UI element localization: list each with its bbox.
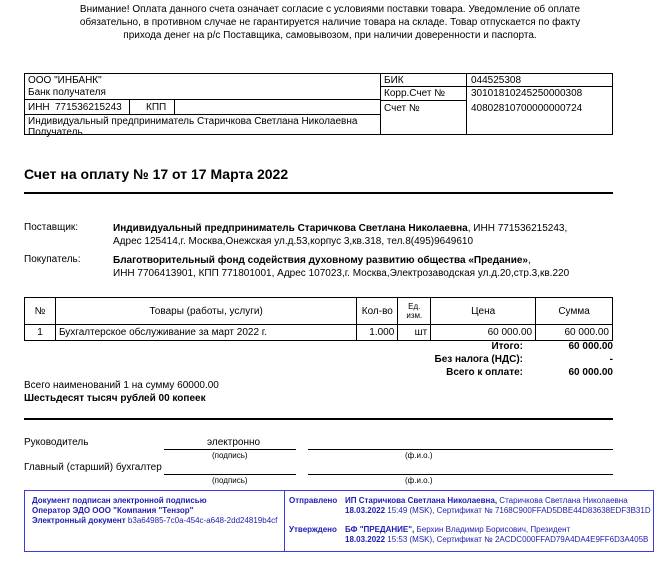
buyer-name: Благотворительный фонд содействия духовному развитию общества «Предание» xyxy=(113,255,528,266)
col-num-header: № xyxy=(25,298,56,325)
col-price-header: Цена xyxy=(431,298,536,325)
accountant-name-line xyxy=(308,474,613,475)
supplier-name: Индивидуальный предприниматель Старичкова Светлана Николаевна xyxy=(113,223,468,234)
buyer-label: Покупатель: xyxy=(24,254,81,265)
table-row xyxy=(25,325,613,341)
approved-details xyxy=(345,525,651,545)
accountant-sign-caption: (подпись) xyxy=(212,476,248,485)
sent-date: 18.03.2022 xyxy=(345,506,386,515)
items-count-line: Всего наименований 1 на сумму 60000.00 xyxy=(24,380,219,391)
account-value: 40802810700000000724 xyxy=(471,103,583,114)
buyer-details xyxy=(113,254,623,280)
vat-value: - xyxy=(609,354,613,365)
doc-id-value: b3a64985-7c0a-454c-a648-2dd24819b4cf xyxy=(127,516,278,525)
total-label: Итого: xyxy=(491,341,523,352)
head-sign-line xyxy=(164,449,296,450)
total-value: 60 000.00 xyxy=(568,341,613,352)
head-sign-caption: (подпись) xyxy=(212,451,248,460)
approved-person: Берхин Владимир Борисович, Президент xyxy=(414,525,571,534)
sent-person: Старичкова Светлана Николаевна xyxy=(497,496,628,505)
inn-value: 771536215243 xyxy=(55,102,122,113)
head-name-line xyxy=(308,449,613,450)
table-header-row xyxy=(25,298,613,325)
doc-id-label: Электронный документ xyxy=(32,516,126,525)
col-qty-header: Кол-во xyxy=(357,298,398,325)
col-sum-header: Сумма xyxy=(536,298,613,325)
row-goods: Бухгалтерское обслуживание за март 2022 г. xyxy=(55,325,356,341)
accountant-sign-line xyxy=(164,474,296,475)
sent-cert: 15:49 (MSK), Сертификат № 7168C900FFAD5DBE44D83638EDF3B31D xyxy=(385,506,651,515)
due-label: Всего к оплате: xyxy=(446,367,523,378)
bank-name: ООО "ИНБАНК" xyxy=(28,75,102,86)
sent-label: Отправлено xyxy=(289,496,338,505)
due-value: 60 000.00 xyxy=(568,367,613,378)
row-qty: 1.000 xyxy=(357,325,398,341)
approved-label: Утверждено xyxy=(289,525,337,534)
vat-label: Без налога (НДС): xyxy=(434,354,523,365)
account-label: Счет № xyxy=(384,103,420,114)
totals-block xyxy=(313,341,613,380)
approved-org: БФ "ПРЕДАНИЕ", xyxy=(345,525,415,534)
corr-label: Корр.Счет № xyxy=(384,88,445,99)
buyer-sep: , xyxy=(527,255,531,266)
row-sum: 60 000.00 xyxy=(536,325,613,341)
bank-recipient-label: Банк получателя xyxy=(28,87,106,98)
sent-details xyxy=(345,496,651,516)
recipient-name: Индивидуальный предприниматель Старичкова Светлана Николаевна xyxy=(28,116,358,127)
accountant-label: Главный (старший) бухгалтер xyxy=(24,462,162,473)
col-goods-header: Товары (работы, услуги) xyxy=(55,298,356,325)
payment-notice: Внимание! Оплата данного счета означает согласие с условиями поставки товара. Уведомление об оплате обязательно, в противном случае не гарантируется наличие товара на складе. Товар отпускается по факту прихода денег на р/с Поставщика, самовывозом, при наличии доверенности и паспорта. xyxy=(79,4,581,41)
recipient-label: Получатель xyxy=(28,127,83,138)
invoice-title: Счет на оплату № 17 от 17 Марта 2022 xyxy=(24,166,289,182)
approved-date: 18.03.2022 xyxy=(345,535,386,544)
accountant-name-caption: (ф.и.о.) xyxy=(405,476,433,485)
items-table xyxy=(24,297,613,341)
sent-org: ИП Старичкова Светлана Николаевна, xyxy=(345,496,498,505)
row-unit: шт xyxy=(398,325,431,341)
head-signature-value: электронно xyxy=(207,437,261,448)
head-label: Руководитель xyxy=(24,437,89,448)
stamp-line-3 xyxy=(32,516,277,526)
corr-value: 30101810245250000308 xyxy=(471,88,583,99)
supplier-label: Поставщик: xyxy=(24,222,79,233)
amount-in-words: Шестьдесят тысяч рублей 00 копеек xyxy=(24,393,206,404)
supplier-address: Адрес 125414,г. Москва,Онежская ул.д.53,корпус 3,кв.318, тел.8(495)9649610 xyxy=(113,236,474,247)
inn-label: ИНН xyxy=(28,102,50,113)
supplier-inn: , ИНН 771536215243, xyxy=(467,223,568,234)
buyer-inn-address: ИНН 7706413901, КПП 771801001, Адрес 107023,г. Москва,Электрозаводская ул.д.20,стр.3,кв.220 xyxy=(113,268,570,279)
stamp-line-2: Оператор ЭДО ООО "Компания "Тензор" xyxy=(32,506,194,515)
approved-cert: 15:53 (MSK), Сертификат № 2ACDC000FFAD79A4DA4E9FF6D3A405B xyxy=(385,535,649,544)
summary-divider xyxy=(24,418,613,420)
head-name-caption: (ф.и.о.) xyxy=(405,451,433,460)
bank-details xyxy=(24,73,613,138)
title-divider xyxy=(24,192,613,194)
row-price: 60 000.00 xyxy=(431,325,536,341)
supplier-details xyxy=(113,222,613,248)
row-num: 1 xyxy=(25,325,56,341)
kpp-label: КПП xyxy=(146,102,167,113)
bik-value: 044525308 xyxy=(471,75,522,86)
stamp-line-1: Документ подписан электронной подписью xyxy=(32,496,207,505)
bik-label: БИК xyxy=(384,75,404,86)
e-signature-stamp xyxy=(24,490,654,552)
col-unit-header: Ед. изм. xyxy=(398,298,431,325)
items-table-wrap xyxy=(24,297,613,341)
